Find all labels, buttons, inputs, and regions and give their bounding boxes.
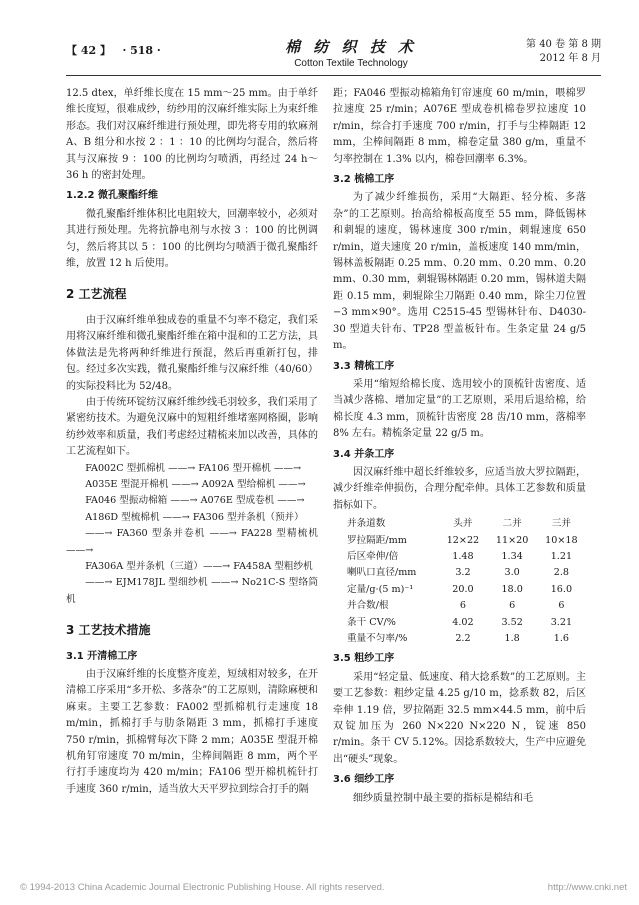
table-row (333, 565, 586, 581)
flow-line: ——→ FA360 型条并卷机 ——→ FA228 型精梳机 ——→ (66, 528, 318, 556)
table-cell: 4.02 (452, 616, 474, 628)
table-cell: 1.6 (553, 633, 569, 644)
subsection-heading: 3.1 开清棉工序 (66, 650, 138, 662)
flow-line: ——→ EJM178JL 型细纱机 ——→ No21C-S 型络筒机 (66, 577, 318, 605)
page-sequence: · 518 · (122, 44, 161, 57)
flow-line: A186D 型梳棉机 ——→ FA306 型并条机（预并） (85, 511, 304, 523)
page-footer (20, 882, 627, 893)
table-row (333, 631, 586, 647)
table-cell: 后区牵伸/倍 (347, 550, 399, 562)
table-cell: 1.34 (501, 550, 523, 562)
table-cell: 2.2 (455, 633, 471, 644)
table-cell: 1.48 (452, 550, 474, 562)
table-cell: 10×18 (545, 534, 578, 546)
table-cell: 16.0 (550, 583, 573, 595)
table-cell: 18.0 (501, 583, 523, 595)
paragraph: 采用“轻定量、低速度、稍大捻系数”的工艺原则。主要工艺参数：粗纱定量 4.25 g/10 m，捻系数 82，后区牵伸 1.19 倍，罗拉隔距 32.5 mm×44.5 mm，前中后双锭加压为 260 N×220 N×220 N，锭速 850 r/min。条干 CV 5.12%。因捻系数较大，生产中应避免出“硬头”现象。 (333, 671, 586, 765)
table-row (333, 598, 586, 614)
flow-line: A035E 型混开棉机 ——→ A092A 型给棉机 ——→ (85, 478, 306, 490)
volume-issue: 第 40 卷 第 8 期 (526, 39, 601, 50)
table-header-cell: 三并 (551, 518, 571, 530)
subsection-heading: 1.2.2 微孔聚酯纤维 (66, 190, 158, 202)
table-cell: 6 (509, 600, 516, 612)
issue-date: 2012 年 8 月 (539, 53, 601, 64)
paragraph: 因汉麻纤维中超长纤维较多，应适当放大罗拉隔距，减少纤维牵伸损伤，合理分配牵伸。具体工艺参数和质量指标如下。 (333, 466, 586, 511)
table-row (333, 549, 586, 565)
flow-line: FA002C 型抓棉机 ——→ FA106 型开棉机 ——→ (85, 462, 302, 474)
table-cell: 6 (459, 600, 466, 612)
page-header (66, 32, 601, 76)
table-row (333, 582, 586, 598)
section-heading: 2 工艺流程 (66, 287, 127, 302)
table-cell: 2.8 (553, 567, 569, 579)
table-cell: 3.52 (501, 616, 523, 628)
table-cell: 定量/g·(5 m)⁻¹ (347, 583, 414, 595)
process-flow (66, 461, 318, 609)
paragraph: 12.5 dtex，单纤维长度在 15 mm～25 mm。由于单纤维长度短，很难成纱，纺纱用的汉麻纤维实际上为束纤维形态。我们对汉麻纤维进行预处理，即先将专用的软麻剂 A、B 组分和水按 2 ：1 ：10 的比例均匀混合，然后将其与汉麻按 9 ：100 的比例均匀喷洒，再经过 24 h～36 h 的密封处理。 (66, 88, 318, 182)
header-rule (66, 75, 601, 76)
paragraph: 采用“缩短给棉长度、选用较小的顶梳针齿密度、适当减少落棉、增加定量”的工艺原则，采用后退给棉，给棉长度 4.3 mm，顶梳针齿密度 28 齿/10 mm，落棉率 8% 左右。精梳条定量 22 g/5 m。 (333, 378, 586, 440)
section-heading: 3 工艺技术措施 (66, 623, 151, 638)
table-cell: 1.8 (504, 633, 520, 644)
left-column (66, 86, 318, 798)
table-cell: 条干 CV/% (347, 616, 396, 628)
table-row (333, 615, 586, 631)
subsection-heading: 3.6 细纱工序 (333, 774, 395, 786)
table-cell: 6 (558, 600, 565, 612)
table-row (333, 533, 586, 549)
right-column (333, 86, 586, 807)
paragraph: 细纱质量控制中最主要的指标是棉结和毛 (353, 792, 533, 804)
table-header-row (333, 516, 586, 532)
table-header-cell: 头并 (453, 518, 473, 530)
journal-title-en: Cotton Textile Technology (294, 58, 408, 69)
table-cell: 3.21 (550, 616, 573, 628)
table-cell: 喇叭口直径/mm (347, 567, 417, 579)
paragraph: 由于传统环锭纺汉麻纤维纱线毛羽较多，我们采用了紧密纺技术。为避免汉麻中的短粗纤维堵塞网格圈，影响纺纱效率和质量，我们考虑经过精梳来加以改善，具体的工艺流程如下。 (66, 396, 318, 458)
drawing-process-table (333, 516, 586, 647)
flow-line: FA306A 型并条机（三道）——→ FA458A 型粗纱机 (85, 560, 313, 572)
flow-line: FA046 型振动棉箱 ——→ A076E 型成卷机 ——→ (85, 495, 305, 507)
issue-info (526, 38, 601, 66)
table-cell: 罗拉隔距/mm (347, 534, 407, 546)
paragraph: 为了减少纤维损伤，采用“大隔距、轻分梳、多落杂”的工艺原则。抬高给棉板高度至 55 mm，降低锡林和刺辊的速度，锡林速度 300 r/min，刺辊速度 650 r/min，道夫速度 20 r/min，盖板速度 140 mm/min，锡林盖板隔距 0.25 mm、0.20 mm、0.20 mm、0.20 mm、0.30 mm，刺辊锡林隔距 0.20 mm，锡林道夫隔距 0.15 mm，刺辊除尘刀隔距 0.40 mm，除尘刀位置 −3 mm×90°。选用 C2515-45 型锡林针布、D4030-30 型道夫针布、TP28 型盖板针布。生条定量 24 g/5 m。 (333, 192, 586, 352)
table-cell: 12×22 (446, 534, 480, 546)
paragraph: 由于汉麻纤维的长度整齐度差，短绒相对较多，在开清棉工序采用“多开松、多落杂”的工艺原则，清除麻梗和麻束。主要工艺参数：FA002 型抓棉机行走速度 18 m/min，抓棉打手与肋条隔距 3 mm，抓棉打手速度 750 r/min，抓棉臂每次下降 2 mm；A035E 型混开棉机角钉帘速度 70 m/min，尘棒间隔距 8 mm，两个平行打手速度均为 420 m/min；FA106 型开棉机梳针打手速度 360 r/min，适当放大天平罗拉到综合打手的隔 (66, 669, 318, 795)
page-number (66, 42, 161, 58)
subsection-heading: 3.3 精梳工序 (333, 360, 395, 372)
table-cell: 重量不匀率/% (347, 633, 408, 644)
copyright-notice: © 1994-2013 China Academic Journal Electronic Publishing House. All rights reserved. (20, 882, 385, 893)
table-cell: 并合数/根 (347, 600, 389, 612)
table-cell: 1.21 (550, 550, 573, 562)
subsection-heading: 3.5 粗纱工序 (333, 653, 395, 665)
journal-title (246, 36, 456, 69)
table-cell: 3.2 (455, 567, 471, 579)
paragraph: 由于汉麻纤维单独成卷的重量不匀率不稳定，我们采用将汉麻纤维和微孔聚酯纤维在箱中混和的工艺方法，具体做法是先将两种纤维进行预混，然后再重新打包，排包。经过多次实践，微孔聚酯纤维与汉麻纤维（40/60）的实际投料比为 52/48。 (66, 314, 318, 392)
table-cell: 3.0 (504, 567, 520, 579)
table-header-cell: 并条道数 (347, 518, 386, 530)
subsection-heading: 3.2 梳棉工序 (333, 174, 395, 186)
table-cell: 20.0 (452, 583, 474, 595)
table-cell: 11×20 (495, 534, 529, 546)
subsection-heading: 3.4 并条工序 (333, 448, 395, 460)
paragraph: 微孔聚酯纤维体积比电阻较大，回潮率较小，必须对其进行预处理。先将抗静电剂与水按 3 ：100 的比例调匀，然后将其以 5 ：100 的比例均匀喷洒于微孔聚酯纤维，放置 12 h 后使用。 (66, 208, 318, 270)
table-header-cell: 二并 (502, 518, 522, 530)
paragraph: 距；FA046 型振动棉箱角钉帘速度 60 m/min，喂棉罗拉速度 25 r/min；A076E 型成卷机棉卷罗拉速度 10 r/min，综合打手速度 700 r/min，打手与尘棒隔距 12 mm，尘棒间隔距 8 mm，棉卷定量 380 g/m，重量不匀率控制在 1.3% 以内，棉卷回潮率 6.3%。 (333, 88, 586, 165)
journal-title-cn: 棉 纺 织 技 术 (285, 38, 417, 56)
page-number-bracket: 【 42 】 (66, 44, 111, 57)
site-link[interactable]: http://www.cnki.net (547, 882, 627, 893)
